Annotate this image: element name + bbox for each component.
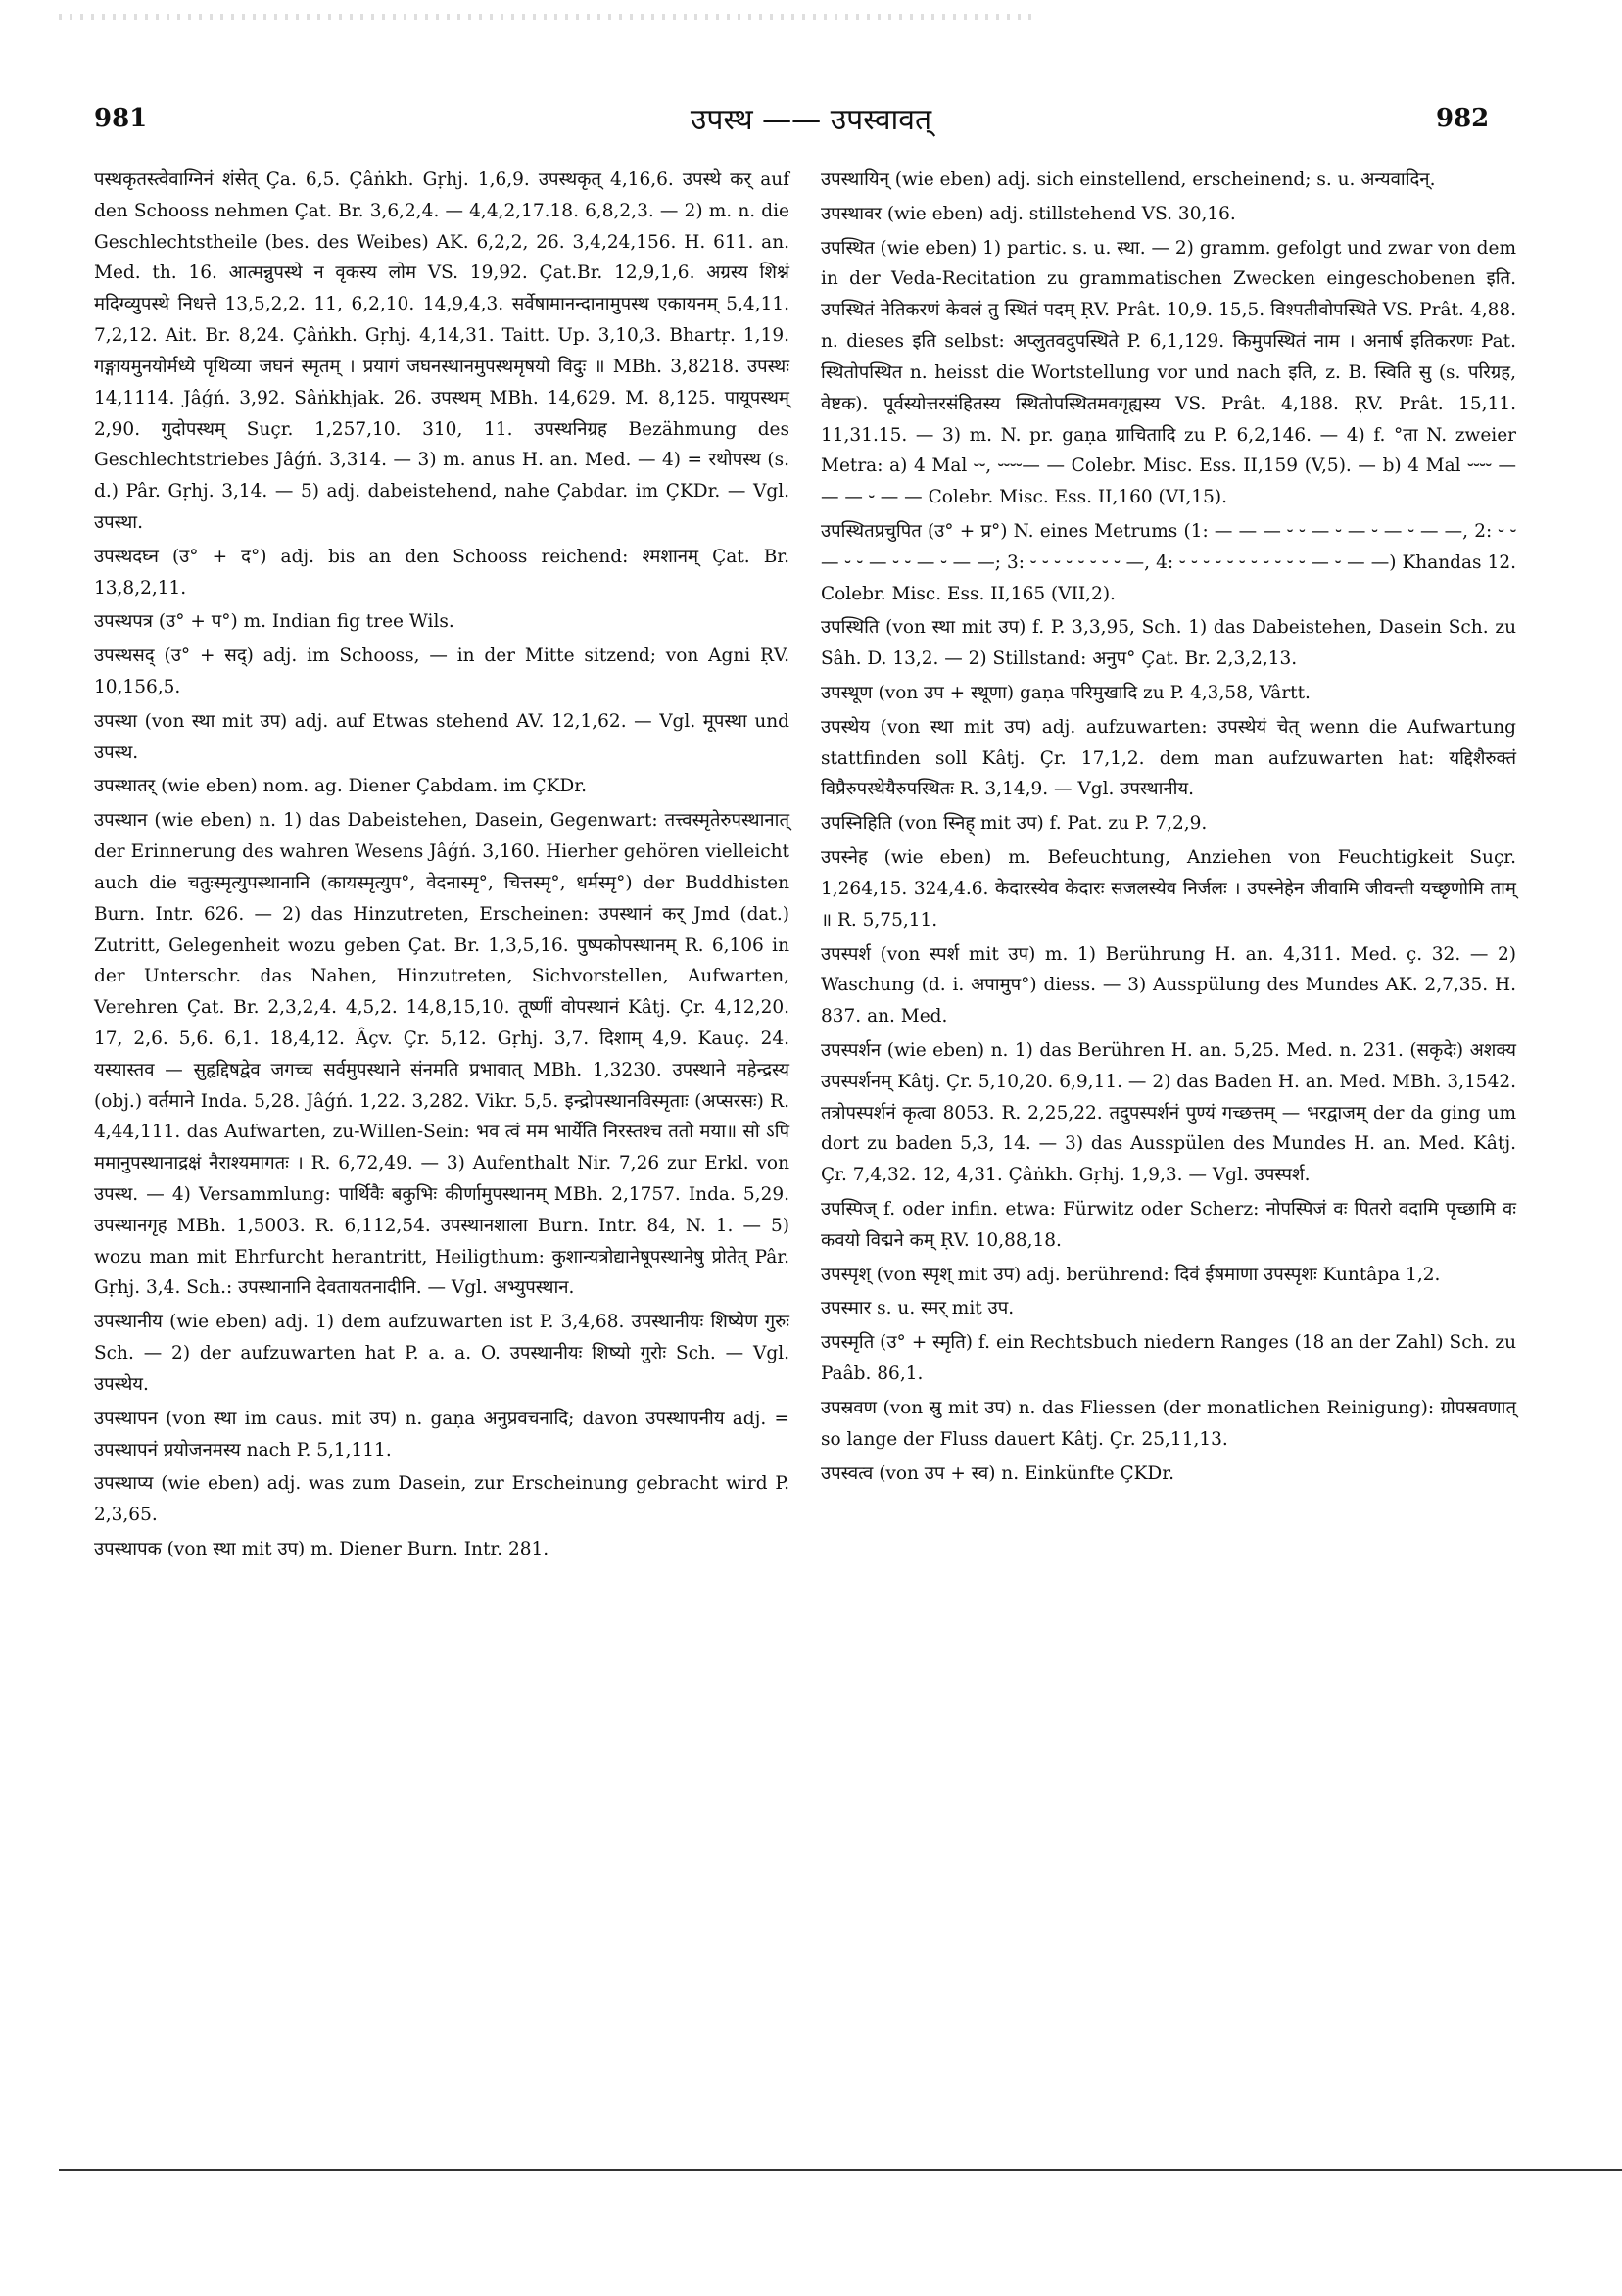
dictionary-entry: उपस्थपत्र (उ° + प°) m. Indian fig tree Wils. xyxy=(94,611,454,633)
dictionary-entry: उपस्थाप्य (wie eben) adj. was zum Dasein, zur Erscheinung gebracht wird P. 2,3,65. xyxy=(94,1473,789,1526)
page-number-left: 981 xyxy=(94,104,148,133)
dictionary-entry: उपस्थानीय (wie eben) adj. 1) dem aufzuwarten ist P. 3,4,68. उपस्थानीयः शिष्येण गुरुः Sch. — 2) der aufzuwarten hat P. a. a. O. उपस्थानीयः शिष्यो गुरोः Sch. — Vgl. उपस्थेय. xyxy=(94,1312,789,1395)
dictionary-entry: उपस्थितप्रचुपित (उ° + प्र°) N. eines Metrums (1: — — — ⏑ ⏑ — ⏑ — ⏑ — ⏑ — —, 2: ⏑ ⏑ — ⏑ ⏑ — ⏑ ⏑ — ⏑ — —; 3: ⏑ ⏑ ⏑ ⏑ ⏑ ⏑ ⏑ ⏑ —, 4: ⏑ ⏑ ⏑ ⏑ ⏑ ⏑ ⏑ ⏑ ⏑ ⏑ ⏑ — ⏑ — —) Khandas 12. Colebr. Misc. Ess. II,165 (VII,2). xyxy=(821,520,1516,604)
dictionary-entry: उपस्थापन (von स्था im caus. mit उप) n. gaṇa अनुप्रवचनादि; davon उपस्थापनीय adj. = उपस्थापनं प्रयोजनमस्य nach P. 5,1,111. xyxy=(94,1408,789,1460)
dictionary-entry: उपस्था (von स्था mit उप) adj. auf Etwas stehend AV. 12,1,62. — Vgl. मूपस्था und उपस्थ. xyxy=(94,710,789,763)
dictionary-entry: उपस्थान (wie eben) n. 1) das Dabeistehen, Dasein, Gegenwart: तत्त्वस्मृतेरुपस्थानात् der Erinnerung des wahren Wesens Jâǵń. 3,160. Hierher gehören vielleicht auch die चतुःस्मृत्युपस्थानानि (कायस्मृत्युप°, वेदनास्मृ°, चित्तस्मृ°, धर्मस्मृ°) der Buddhisten Burn. Intr. 626. — 2) das Hinzutreten, Erscheinen: उपस्थानं कर् Jmd (dat.) Zutritt, Gelegenheit wozu geben Çat. Br. 1,3,5,16. पुष्पकोपस्थानम् R. 6,106 in der Unterschr. das Nahen, Hinzutreten, Sichvorstellen, Aufwarten, Verehren Çat. Br. 2,3,2,4. 4,5,2. 14,8,15,10. तूष्णीं वोपस्थानं Kâtj. Çr. 4,12,20. 17, 2,6. 5,6. 6,1. 18,4,12. Âçv. Çr. 5,12. Gṛhj. 3,7. दिशाम् 4,9. Kauç. 24. यस्यास्तव — सुहृद्दिषद्वेव जगच्च सर्वमुपस्थाने संनमति प्रभावात् MBh. 1,3230. उपस्थाने महेन्द्रस्य (obj.) वर्तमाने Inda. 5,28. Jâǵń. 1,22. 3,282. Vikr. 5,5. इन्द्रोपस्थानविस्मृताः (अप्सरसः) R. 4,44,111. das Aufwarten, zu-Willen-Sein: भव त्वं मम भार्येति निरस्तश्च ततो मया॥ सो ऽपि ममानुपस्थानाद्रक्षं नैराश्यमागतः । R. 6,72,49. — 3) Aufenthalt Nir. 7,26 zur Erkl. von उपस्थ. — 4) Versammlung: पार्थिवैः बकुभिः कीर्णामुपस्थानम् MBh. 2,1757. Inda. 5,29. उपस्थानगृह MBh. 1,5003. R. 6,112,54. उपस्थानशाला Burn. Intr. 84, N. 1. — 5) wozu man mit Ehrfurcht herantritt, Heiligthum: कुशान्यत्रोद्यानेषूपस्थानेषु प्रोतेत् Pâr. Gṛhj. 3,4. Sch.: उपस्थानानि देवतायतनादीनि. — Vgl. अभ्युपस्थान. xyxy=(94,810,789,1299)
right-column xyxy=(821,165,1516,1492)
dictionary-entry: उपस्पर्श (von स्पर्श mit उप) m. 1) Berührung H. an. 4,311. Med. ç. 32. — 2) Waschung (d. i. अपामुप°) diess. — 3) Ausspülung des Mundes AK. 2,7,35. H. 837. an. Med. xyxy=(821,943,1516,1028)
page-number-right: 982 xyxy=(1436,104,1490,133)
dictionary-entry: उपस्निहिति (von स्निह् mit उप) f. Pat. zu P. 7,2,9. xyxy=(821,813,1208,835)
dictionary-entry: उपस्थदघ्न (उ° + द°) adj. bis an den Schooss reichend: श्मशानम् Çat. Br. 13,8,2,11. xyxy=(94,546,789,598)
left-column xyxy=(94,165,789,1568)
running-title: उपस्थ —— उपस्वावत् xyxy=(690,103,932,137)
dictionary-entry: पस्थकृतस्त्वेवाग्निनं शंसेत् Ça. 6,5. Çâṅkh. Gṛhj. 1,6,9. उपस्थकृत् 4,16,6. उपस्थे कर् auf den Schooss nehmen Çat. Br. 3,6,2,4. — 4,4,2,17.18. 6,8,2,3. — 2) m. n. die Geschlechtstheile (bes. des Weibes) AK. 6,2,2, 26. 3,4,24,156. H. 611. an. Med. th. 16. आत्मन्नुपस्थे न वृकस्य लोम VS. 19,92. Çat.Br. 12,9,1,6. अग्रस्य शिश्नं मदिग्व्युपस्थे निधत्ते 13,5,2,2. 11, 6,2,10. 14,9,4,3. सर्वेषामानन्दानामुपस्थ एकायनम् 5,4,11. 7,2,12. Ait. Br. 8,24. Çâṅkh. Gṛhj. 4,14,31. Taitt. Up. 3,10,3. Bhartṛ. 1,19. गङ्गायमुनयोर्मध्ये पृथिव्या जघनं स्मृतम् । प्रयागं जघनस्थानमुपस्थमृषयो विदुः ॥ MBh. 3,8218. उपस्थः 14,1114. Jâǵń. 3,92. Sâṅkhjak. 26. उपस्थम् MBh. 14,629. M. 8,125. पायूपस्थम् 2,90. गुदोपस्थम् Suçr. 1,257,10. 310, 11. उपस्थनिग्रह Bezähmung des Geschlechtstriebes Jâǵń. 3,314. — 3) m. anus H. an. Med. — 4) = रथोपस्थ (s. d.) Pâr. Gṛhj. 3,14. — 5) adj. dabeistehend, nahe Çabdar. im ÇKDr. — Vgl. उपस्था. xyxy=(94,169,789,533)
dictionary-entry: उपस्पर्शन (wie eben) n. 1) das Berühren H. an. 5,25. Med. n. 231. (सकृदेः) अशक्य उपस्पर्शनम् Kâtj. Çr. 5,10,20. 6,9,11. — 2) das Baden H. an. Med. MBh. 3,1542. तत्रोपस्पर्शनं कृत्वा 8053. R. 2,25,22. तदुपस्पर्शनं पुण्यं गच्छत्तम् — भरद्वाजम् der da ging um dort zu baden 5,3, 14. — 3) das Ausspülen des Mundes H. an. Med. Kâtj. Çr. 7,4,32. 12, 4,31. Çâṅkh. Gṛhj. 1,9,3. — Vgl. उपस्पर्श. xyxy=(821,1039,1516,1186)
dictionary-entry: उपस्नेह (wie eben) m. Befeuchtung, Anziehen von Feuchtigkeit Suçr. 1,264,15. 324,4.6. केदारस्येव केदारः सजलस्येव निर्जलः । उपस्नेहेन जीवामि जीवन्ती यच्छृणोमि ताम् ॥ R. 5,75,11. xyxy=(821,847,1516,931)
dictionary-entry: उपस्थित (wie eben) 1) partic. s. u. स्था. — 2) gramm. gefolgt und zwar von dem in der Veda-Recitation zu grammatischen Zwecken eingeschobenen इति. उपस्थितं नेतिकरणं केवलं तु स्थितं पदम् ṚV. Prât. 10,9. 15,5. विश्पतीवोपस्थिते VS. Prât. 4,88. n. dieses इति selbst: अप्लुतवदुपस्थिते P. 6,1,129. किमुपस्थितं नाम । अनार्ष इतिकरणः Pat. स्थितोपस्थित n. heisst die Wortstellung vor und nach इति, z. B. स्विति सु (s. परिग्रह, वेष्टक). पूर्वस्योत्तरसंहितस्य स्थितोपस्थितमवगृह्यस्य VS. Prât. 4,188. ṚV. Prât. 15,11. 11,31.15. — 3) m. N. pr. gaṇa ग्राचितादि zu P. 6,2,146. — 4) f. °ता N. zweier Metra: a) 4 Mal ⏑⏑, ⏑⏑⏑⏑— — Colebr. Misc. Ess. II,159 (V,5). — b) 4 Mal ⏑⏑⏑⏑ — — — ⏑ — — Colebr. Misc. Ess. II,160 (VI,15). xyxy=(821,237,1516,508)
dictionary-entry: उपस्थूण (von उप + स्थूणा) gaṇa परिमुखादि zu P. 4,3,58, Vârtt. xyxy=(821,683,1311,703)
dictionary-entry: उपस्थायिन् (wie eben) adj. sich einstellend, erscheinend; s. u. अन्यवादिन्. xyxy=(821,169,1436,190)
dictionary-entry: उपस्थसद् (उ° + सद्) adj. im Schooss, — in der Mitte sitzend; von Agni ṚV. 10,156,5. xyxy=(94,646,789,697)
dictionary-entry: उपस्थावर (wie eben) adj. stillstehend VS. 30,16. xyxy=(821,203,1236,224)
dictionary-entry: उपस्पृश् (von स्पृश् mit उप) adj. berührend: दिवं ईषमाणा उपस्पृशः Kuntâpa 1,2. xyxy=(821,1264,1441,1285)
page-header xyxy=(0,0,1622,147)
dictionary-entry: उपस्थातर् (wie eben) nom. ag. Diener Çabdam. im ÇKDr. xyxy=(94,776,587,797)
dictionary-entry: उपस्मृति (उ° + स्मृति) f. ein Rechtsbuch niedern Ranges (18 an der Zahl) Sch. zu Paâb. 86,1. xyxy=(821,1332,1516,1385)
dictionary-entry: उपस्थापक (von स्था mit उप) m. Diener Burn. Intr. 281. xyxy=(94,1538,549,1559)
dictionary-entry: उपस्पिज् f. oder infin. etwa: Fürwitz oder Scherz: नोपस्पिजं वः पितरो वदामि पृच्छामि वः कवयो विद्मने कम् ṚV. 10,88,18. xyxy=(821,1199,1516,1251)
footer-rule xyxy=(59,2169,1622,2171)
dictionary-entry: उपस्रवण (von स्रु mit उप) n. das Fliessen (der monatlichen Reinigung): ग्रोपस्रवणात् so lange der Fluss dauert Kâtj. Çr. 25,11,13. xyxy=(821,1397,1516,1450)
dictionary-entry: उपस्थेय (von स्था mit उप) adj. aufzuwarten: उपस्थेयं चेत् wenn die Aufwartung stattfinden soll Kâtj. Çr. 17,1,2. dem man aufzuwarten hat: यद्दिशैरुक्तं विप्रैरुपस्थेयैरुपस्थितः R. 3,14,9. — Vgl. उपस्थानीय. xyxy=(821,716,1516,800)
dictionary-entry: उपस्मार s. u. स्मर् mit उप. xyxy=(821,1298,1015,1319)
dictionary-entry: उपस्थिति (von स्था mit उप) f. P. 3,3,95, Sch. 1) das Dabeistehen, Dasein Sch. zu Sâh. D. 13,2. — 2) Stillstand: अनुप° Çat. Br. 2,3,2,13. xyxy=(821,617,1516,670)
dictionary-entry: उपस्वत्व (von उप + स्व) n. Einkünfte ÇKDr. xyxy=(821,1462,1174,1484)
